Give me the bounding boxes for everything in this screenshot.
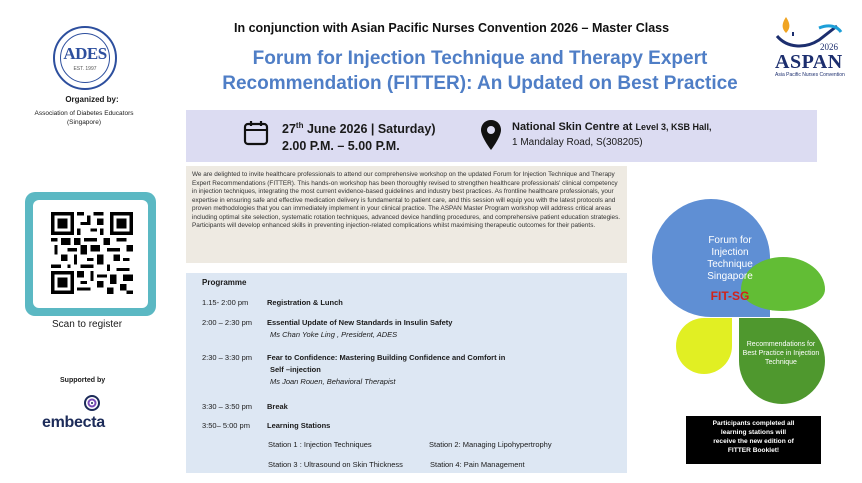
programme-title-4: Break (267, 402, 288, 411)
fit-line-4: Singapore (707, 271, 753, 282)
aspan-subtitle: Asia Pacific Nurses Convention (775, 72, 845, 78)
venue-detail: Level 3, KSB Hall, (635, 122, 712, 132)
fit-sg-brand: FIT-SG (710, 289, 750, 303)
ades-logo-text: ADES (63, 44, 107, 63)
organizer-name-line1: Association of Diabetes Educators (34, 110, 134, 117)
aspan-logo-text: ASPAN (775, 51, 843, 73)
booklet-note (686, 416, 821, 464)
programme-time-2: 2:00 – 2:30 pm (202, 318, 253, 327)
booklet-note-line-2: learning stations will (720, 429, 787, 436)
booklet-note-line-4: FITTER Booklet! (727, 447, 780, 454)
programme-title: Programme (202, 278, 247, 287)
programme-title-2: Essential Update of New Standards in Insulin Safety (267, 318, 453, 327)
fit-line-2: Injection (711, 247, 749, 258)
programme-title-1: Registration & Lunch (267, 298, 343, 307)
programme-title-5: Learning Stations (267, 421, 331, 430)
programme-speaker-2: Ms Chan Yoke Ling , President, ADES (270, 330, 398, 339)
booklet-note-line-3: receive the new edition of (713, 438, 794, 445)
organizer-name (18, 110, 150, 127)
fit-yellow-corner (704, 318, 732, 346)
fit-line-3: Technique (707, 259, 753, 270)
organized-by-label: Organized by: (65, 95, 119, 104)
fit-recommendations-text: Recommendations for Best Practice in Injection Technique (742, 341, 820, 366)
booklet-note-line-1: Participants completed all (712, 420, 795, 427)
embecta-logo-icon (82, 394, 102, 414)
calendar-icon (243, 120, 269, 146)
station-4: Station 4: Pain Management (430, 460, 525, 469)
qr-code-icon[interactable] (51, 212, 133, 294)
date-day: 27 (282, 122, 296, 137)
page-title: Forum for Injection Technique and Therapy Expert Recommendation (FITTER): An Updated on Best Practice (222, 48, 738, 94)
station-2: Station 2: Managing Lipohypertrophy (429, 440, 552, 449)
date-suffix: th (295, 121, 304, 130)
fit-line-1: Forum for (708, 235, 752, 246)
event-time: 2.00 P.M. – 5.00 P.M. (282, 139, 400, 153)
event-address: 1 Mandalay Road, S(308205) (512, 137, 643, 148)
programme-title-3: Fear to Confidence: Mastering Building Confidence and Comfort in (267, 353, 506, 362)
event-venue (512, 121, 712, 133)
event-date (282, 121, 436, 136)
programme-box (186, 273, 627, 473)
scan-to-register-label: Scan to register (52, 319, 123, 330)
ades-logo-sub: EST. 1997 (73, 66, 97, 72)
description-text: We are delighted to invite healthcare professionals to attend our comprehensive workshop on the updated Forum for Injection Technique and Therapy Expert Recommendations (FITTER). This hands-on workshop has been thoroughly revised to strengthen healthcare professionals' clinical competency in injection techniques, integrating the most current evidence-based guidelines and industry best practices. As frontline healthcare professionals, your expertise in ensuring safe and effective medication delivery is fundamental to patient care, and this session will equip you with the latest protocols and proven methodologies that you can immediately implement in your clinical practice. The ASPAN Master Program workshop will address critical areas including optimal site selection, systematic rotation techniques, advanced device handling procedures, and comprehensive patient education strategies. Participants will develop enhanced skills in preventing injection-related complications whilst maximising therapeutic outcomes for their patients. (186, 166, 627, 263)
location-pin-icon (480, 119, 502, 151)
supported-by-label: Supported by (60, 377, 106, 384)
programme-time-1: 1.15- 2:00 pm (202, 298, 249, 307)
organizer-name-line2: (Singapore) (67, 118, 101, 126)
station-3: Station 3 : Ultrasound on Skin Thickness (268, 460, 403, 469)
programme-title-3b: Self –injection (270, 365, 321, 374)
sponsor-name: embecta (42, 414, 105, 431)
fit-forum-text (688, 235, 772, 283)
programme-speaker-3: Ms Joan Rouen, Behavioral Therapist (270, 377, 396, 386)
aspan-year: 2026 (820, 42, 838, 52)
programme-time-5: 3:50– 5:00 pm (202, 421, 250, 430)
programme-time-4: 3:30 – 3:50 pm (202, 402, 253, 411)
date-rest: June 2026 | Saturday) (303, 122, 436, 137)
venue-main: National Skin Centre at (512, 121, 636, 133)
programme-time-3: 2:30 – 3:30 pm (202, 353, 253, 362)
ades-logo (53, 26, 117, 90)
station-1: Station 1 : Injection Techniques (268, 440, 372, 449)
conjunction-heading: In conjunction with Asian Pacific Nurses Convention 2026 – Master Class (234, 21, 670, 35)
